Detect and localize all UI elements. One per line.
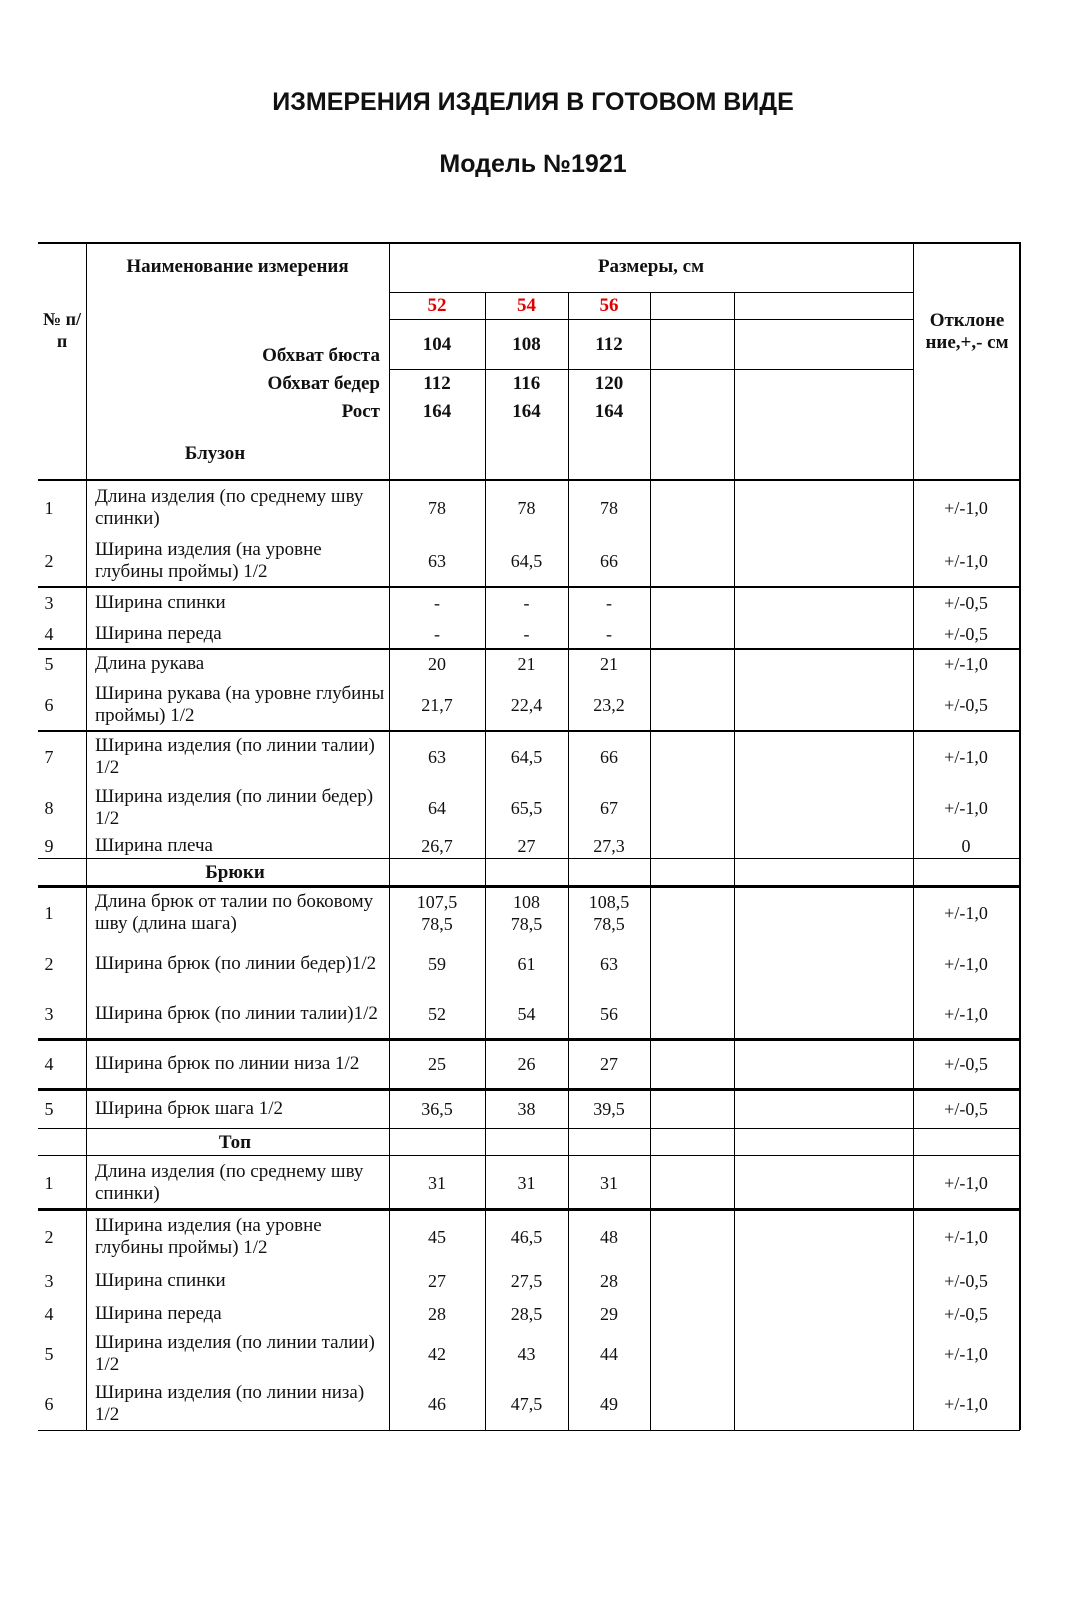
col-rule-right — [1019, 242, 1021, 1430]
section-title-bluzon: Блузон — [184, 443, 246, 464]
row-name: Ширина изделия (по линии низа) 1/2 — [95, 1382, 365, 1425]
row-name: Ширина брюк шага 1/2 — [95, 1098, 284, 1119]
row-name: Ширина переда — [95, 1303, 222, 1324]
row-deviation: 0 — [961, 836, 971, 856]
header-size-row-rule — [389, 319, 913, 320]
row-value: 43 — [517, 1344, 536, 1364]
row-deviation: +/-1,0 — [944, 798, 988, 818]
model-title: Модель №1921 — [439, 150, 627, 178]
row-name: Ширина изделия (по линии талии) 1/2 — [95, 1332, 375, 1375]
bust-label: Обхват бюста — [262, 345, 380, 366]
row-number: 1 — [44, 1172, 54, 1193]
row-deviation: +/-0,5 — [944, 624, 988, 644]
row-value: 38 — [517, 1099, 536, 1119]
row-name: Ширина переда — [95, 623, 222, 644]
row-value: 22,4 — [510, 695, 543, 715]
row-value: 52 — [428, 1004, 446, 1024]
row-number: 2 — [44, 551, 54, 571]
row-value: 78 — [517, 498, 536, 518]
hips-label: Обхват бедер — [267, 373, 380, 394]
section-title: Брюки — [205, 861, 265, 883]
row-name: Ширина брюк (по линии талии)1/2 — [95, 1003, 378, 1024]
row-deviation: +/-1,0 — [944, 1172, 988, 1193]
height-label: Рост — [341, 401, 380, 422]
hips-value: 120 — [594, 373, 624, 394]
row-value: 63 — [600, 954, 618, 974]
row-name: Ширина изделия (на уровне глубины проймы) 1/2 — [95, 539, 322, 582]
row-deviation: +/-0,5 — [944, 695, 988, 715]
row-value: - — [523, 593, 530, 613]
row-number: 8 — [44, 798, 54, 818]
row-value: 28,5 — [510, 1304, 543, 1324]
header-deviation-label: Отклоне ние,+,- см — [925, 310, 1009, 353]
row-value: 39,5 — [593, 1099, 625, 1119]
row-value: 64,5 — [510, 747, 543, 767]
height-value: 164 — [594, 401, 624, 422]
row-value: 64 — [428, 798, 446, 818]
size-header-52: 52 — [427, 295, 447, 316]
row-deviation: +/-1,0 — [944, 551, 988, 571]
row-number: 6 — [44, 695, 54, 715]
row-value: 27,5 — [510, 1271, 543, 1291]
row-value: 54 — [517, 1004, 536, 1024]
row-name: Ширина изделия (по линии бедер) 1/2 — [95, 786, 374, 829]
size-header-54: 54 — [517, 295, 536, 316]
row-deviation: +/-0,5 — [944, 1099, 988, 1119]
row-deviation: +/-1,0 — [944, 1394, 988, 1414]
bust-value: 104 — [422, 334, 452, 355]
row-value: 49 — [600, 1394, 618, 1414]
row-deviation: +/-1,0 — [944, 1004, 988, 1024]
row-number: 5 — [44, 1099, 54, 1119]
row-value: 108 78,5 — [510, 891, 543, 934]
row-value: 26 — [517, 1054, 536, 1074]
row-value: 27 — [517, 836, 536, 856]
row-number: 3 — [44, 1004, 54, 1024]
row-deviation: +/-0,5 — [944, 1304, 988, 1324]
row-value: - — [434, 624, 440, 644]
row-number: 3 — [44, 1271, 54, 1291]
row-name: Длина брюк от талии по боковому шву (длина шага) — [95, 890, 374, 934]
row-number: 9 — [44, 836, 54, 856]
row-value: 47,5 — [510, 1394, 543, 1414]
row-number: 4 — [44, 1054, 54, 1074]
row-name: Длина рукава — [95, 653, 205, 674]
col-rule-extra-1 — [650, 292, 651, 1430]
document-title: ИЗМЕРЕНИЯ ИЗДЕЛИЯ В ГОТОВОМ ВИДЕ — [272, 88, 794, 116]
row-name: Ширина рукава (на уровне глубины проймы) 1/2 — [95, 683, 385, 726]
header-num-label: № п/п — [43, 309, 81, 351]
row-number: 5 — [44, 1344, 54, 1364]
row-value: 27 — [600, 1054, 618, 1074]
row-number: 2 — [44, 954, 54, 974]
row-value: 21,7 — [421, 695, 453, 715]
row-number: 5 — [44, 654, 54, 674]
row-deviation: +/-1,0 — [944, 747, 988, 767]
row-name: Ширина брюк по линии низа 1/2 — [95, 1053, 360, 1074]
row-number: 2 — [44, 1226, 54, 1247]
row-value: 59 — [428, 954, 446, 974]
height-value: 164 — [422, 401, 452, 422]
row-name: Ширина спинки — [95, 592, 226, 613]
row-number: 6 — [44, 1394, 54, 1414]
row-value: 21 — [517, 654, 536, 674]
row-value: - — [606, 593, 612, 613]
row-deviation: +/-1,0 — [944, 1344, 988, 1364]
row-value: 28 — [428, 1304, 446, 1324]
row-value: 78 — [428, 498, 446, 518]
row-value: 66 — [600, 551, 618, 571]
row-value: - — [434, 593, 440, 613]
hips-value: 116 — [512, 373, 541, 394]
table-top-rule — [38, 242, 1020, 244]
height-value: 164 — [512, 401, 541, 422]
row-deviation: +/-1,0 — [944, 954, 988, 974]
col-rule-extra-2 — [734, 292, 735, 1430]
row-value: 108,5 78,5 — [588, 891, 630, 934]
row-name: Ширина изделия (по линии талии) 1/2 — [95, 735, 375, 778]
header-name-label: Наименование измерения — [126, 256, 349, 277]
row-value: 44 — [600, 1344, 618, 1364]
bust-value: 108 — [512, 334, 541, 355]
col-rule-name — [86, 242, 87, 1430]
row-deviation: +/-1,0 — [944, 1226, 988, 1247]
row-value: - — [523, 624, 530, 644]
row-value: 61 — [517, 954, 536, 974]
row-value: 21 — [600, 654, 618, 674]
row-value: 42 — [428, 1344, 446, 1364]
header-sizes-label: Размеры, см — [597, 256, 705, 277]
row-number: 3 — [44, 593, 54, 613]
row-value: 27 — [428, 1271, 446, 1291]
row-value: 48 — [600, 1226, 618, 1247]
bust-value: 112 — [595, 334, 623, 355]
row-deviation: +/-1,0 — [944, 498, 988, 518]
table-bottom-rule — [38, 1430, 1020, 1431]
row-value: 23,2 — [593, 695, 625, 715]
row-value: 67 — [600, 798, 618, 818]
row-value: 65,5 — [510, 798, 543, 818]
row-value: 63 — [428, 551, 446, 571]
row-number: 1 — [44, 498, 54, 518]
row-name: Ширина изделия (на уровне глубины проймы) 1/2 — [95, 1214, 322, 1258]
row-number: 1 — [44, 902, 54, 923]
row-name: Длина изделия (по среднему шву спинки) — [95, 486, 364, 529]
row-deviation: +/-0,5 — [944, 1271, 988, 1291]
row-value: 45 — [428, 1226, 446, 1247]
row-deviation: +/-1,0 — [944, 902, 988, 923]
row-value: 64,5 — [510, 551, 543, 571]
section-title: Топ — [218, 1131, 252, 1153]
row-value: 78 — [600, 498, 618, 518]
row-value: 25 — [428, 1054, 446, 1074]
row-value: 46,5 — [510, 1226, 543, 1247]
row-value: 27,3 — [593, 836, 625, 856]
row-name: Ширина спинки — [95, 1270, 226, 1291]
row-value: 36,5 — [421, 1099, 453, 1119]
size-header-56: 56 — [599, 295, 619, 316]
row-value: 56 — [600, 1004, 618, 1024]
hips-value: 112 — [423, 373, 451, 394]
row-value: 31 — [428, 1172, 446, 1193]
row-deviation: +/-1,0 — [944, 654, 988, 674]
row-number: 4 — [44, 1304, 54, 1324]
row-value: 107,5 78,5 — [416, 891, 458, 934]
row-name: Длина изделия (по среднему шву спинки) — [95, 1160, 364, 1204]
row-value: 46 — [428, 1394, 446, 1414]
row-number: 7 — [44, 747, 54, 767]
row-value: 66 — [600, 747, 618, 767]
row-value: - — [606, 624, 612, 644]
row-value: 28 — [600, 1271, 618, 1291]
row-name: Ширина брюк (по линии бедер)1/2 — [95, 953, 377, 974]
row-value: 26,7 — [421, 836, 453, 856]
row-number: 4 — [44, 624, 54, 644]
row-deviation: +/-0,5 — [944, 593, 988, 613]
row-value: 31 — [600, 1172, 618, 1193]
row-value: 20 — [428, 654, 446, 674]
row-value: 29 — [600, 1304, 618, 1324]
row-deviation: +/-0,5 — [944, 1054, 988, 1074]
row-value: 63 — [428, 747, 446, 767]
row-value: 31 — [517, 1172, 536, 1193]
row-name: Ширина плеча — [95, 835, 213, 856]
